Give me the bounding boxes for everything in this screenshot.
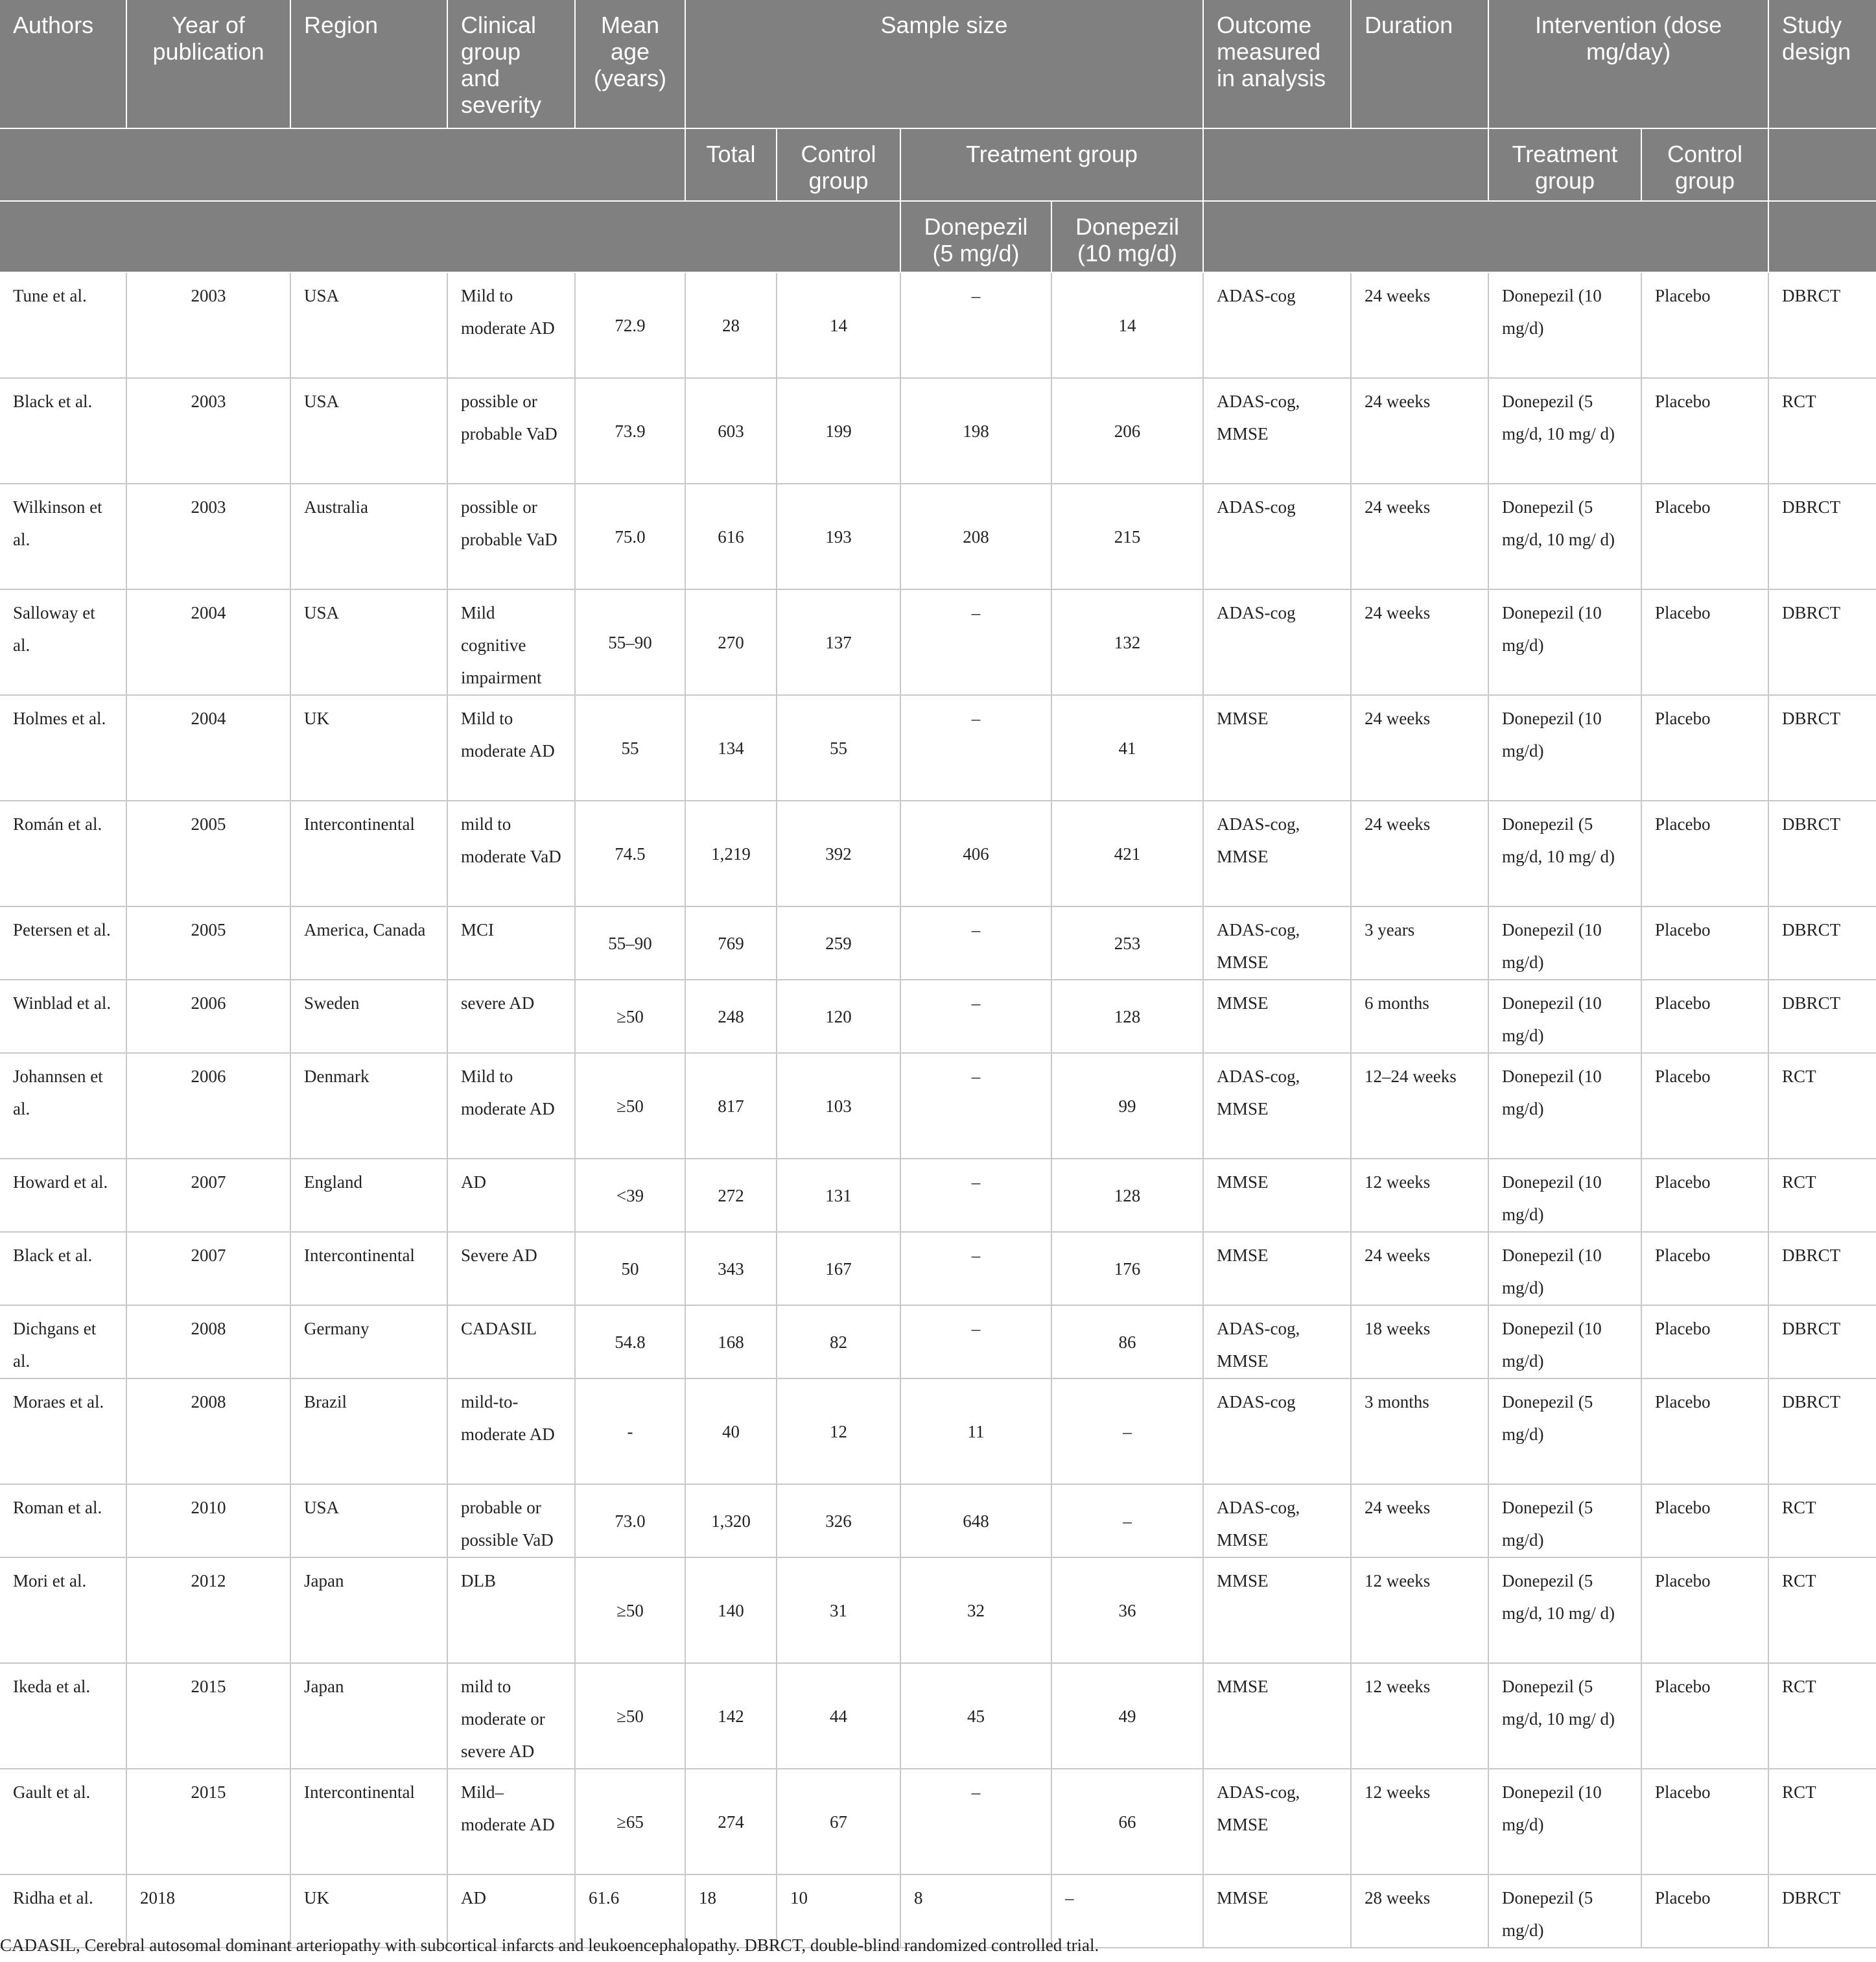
cell-region: USA bbox=[290, 378, 447, 484]
cell-donepezil-5: 406 bbox=[900, 801, 1051, 906]
cell-donepezil-10: 49 bbox=[1051, 1663, 1203, 1769]
cell-outcome: ADAS-cog, MMSE bbox=[1203, 801, 1351, 906]
cell-outcome: ADAS-cog, MMSE bbox=[1203, 906, 1351, 980]
cell-region: Japan bbox=[290, 1557, 447, 1663]
cell-study-design: RCT bbox=[1768, 1663, 1876, 1769]
cell-outcome: ADAS-cog, MMSE bbox=[1203, 1484, 1351, 1557]
cell-region: Brazil bbox=[290, 1378, 447, 1484]
cell-donepezil-5: – bbox=[900, 1053, 1051, 1159]
cell-year: 2006 bbox=[126, 980, 290, 1053]
cell-clinical-group: AD bbox=[447, 1874, 575, 1948]
cell-intervention-control: Placebo bbox=[1641, 1232, 1768, 1305]
header-treatment-group: Treatment group bbox=[900, 128, 1203, 201]
cell-donepezil-5: 45 bbox=[900, 1663, 1051, 1769]
cell-intervention-treatment: Donepezil (10 mg/d) bbox=[1488, 906, 1641, 980]
table-row bbox=[0, 378, 1876, 484]
cell-clinical-group: CADASIL bbox=[447, 1305, 575, 1378]
cell-control: 103 bbox=[777, 1053, 900, 1159]
cell-study-design: DBRCT bbox=[1768, 1874, 1876, 1948]
cell-intervention-control: Placebo bbox=[1641, 1557, 1768, 1663]
cell-authors: Holmes et al. bbox=[0, 695, 126, 801]
cell-intervention-treatment: Donepezil (10 mg/d) bbox=[1488, 1305, 1641, 1378]
cell-duration: 12–24 weeks bbox=[1351, 1053, 1488, 1159]
cell-donepezil-5: – bbox=[900, 1232, 1051, 1305]
cell-intervention-treatment: Donepezil (5 mg/d, 10 mg/ d) bbox=[1488, 801, 1641, 906]
cell-year: 2003 bbox=[126, 272, 290, 378]
table-row bbox=[0, 484, 1876, 589]
table-row bbox=[0, 1053, 1876, 1159]
cell-duration: 6 months bbox=[1351, 980, 1488, 1053]
cell-outcome: ADAS-cog, MMSE bbox=[1203, 378, 1351, 484]
cell-intervention-control: Placebo bbox=[1641, 1159, 1768, 1232]
cell-donepezil-5: – bbox=[900, 906, 1051, 980]
cell-mean-age: 61.6 bbox=[575, 1874, 685, 1948]
cell-clinical-group: Severe AD bbox=[447, 1232, 575, 1305]
cell-donepezil-10: – bbox=[1051, 1874, 1203, 1948]
cell-donepezil-10: 128 bbox=[1051, 980, 1203, 1053]
cell-year: 2008 bbox=[126, 1378, 290, 1484]
header-row-1 bbox=[0, 0, 1876, 128]
cell-duration: 12 weeks bbox=[1351, 1159, 1488, 1232]
cell-duration: 24 weeks bbox=[1351, 378, 1488, 484]
header-row-2 bbox=[0, 128, 1876, 201]
cell-donepezil-5: 8 bbox=[900, 1874, 1051, 1948]
cell-study-design: DBRCT bbox=[1768, 1378, 1876, 1484]
cell-mean-age: 75.0 bbox=[575, 484, 685, 589]
header-sample-size: Sample size bbox=[685, 0, 1203, 128]
header-spacer bbox=[1768, 201, 1876, 272]
header-donepezil-5: Donepezil (5 mg/d) bbox=[900, 201, 1051, 272]
table-row bbox=[0, 906, 1876, 980]
cell-total: 616 bbox=[685, 484, 777, 589]
cell-study-design: DBRCT bbox=[1768, 589, 1876, 695]
cell-authors: Dichgans et al. bbox=[0, 1305, 126, 1378]
table-footnote: CADASIL, Cerebral autosomal dominant arteriopathy with subcortical infarcts and leukoencephalopathy. DBRCT, double-blind randomized controlled trial. bbox=[0, 1935, 1099, 1955]
cell-authors: Román et al. bbox=[0, 801, 126, 906]
header-duration: Duration bbox=[1351, 0, 1488, 128]
header-outcome: Outcome measured in analysis bbox=[1203, 0, 1351, 128]
cell-control: 10 bbox=[777, 1874, 900, 1948]
cell-intervention-control: Placebo bbox=[1641, 1484, 1768, 1557]
header-spacer bbox=[1203, 201, 1768, 272]
cell-intervention-control: Placebo bbox=[1641, 589, 1768, 695]
table-row bbox=[0, 980, 1876, 1053]
cell-study-design: DBRCT bbox=[1768, 906, 1876, 980]
cell-clinical-group: probable or possible VaD bbox=[447, 1484, 575, 1557]
cell-year: 2008 bbox=[126, 1305, 290, 1378]
cell-total: 274 bbox=[685, 1769, 777, 1874]
cell-region: USA bbox=[290, 272, 447, 378]
cell-total: 28 bbox=[685, 272, 777, 378]
table-row bbox=[0, 589, 1876, 695]
cell-intervention-treatment: Donepezil (5 mg/d, 10 mg/ d) bbox=[1488, 484, 1641, 589]
cell-total: 1,320 bbox=[685, 1484, 777, 1557]
cell-clinical-group: Mild–moderate AD bbox=[447, 1769, 575, 1874]
header-spacer bbox=[0, 128, 685, 201]
cell-intervention-control: Placebo bbox=[1641, 801, 1768, 906]
table-row bbox=[0, 1484, 1876, 1557]
cell-duration: 12 weeks bbox=[1351, 1663, 1488, 1769]
cell-mean-age: 54.8 bbox=[575, 1305, 685, 1378]
header-clinical-group: Clinical group and severity bbox=[447, 0, 575, 128]
header-row-3 bbox=[0, 201, 1876, 272]
cell-duration: 24 weeks bbox=[1351, 1484, 1488, 1557]
cell-year: 2007 bbox=[126, 1232, 290, 1305]
cell-duration: 3 years bbox=[1351, 906, 1488, 980]
cell-total: 142 bbox=[685, 1663, 777, 1769]
cell-region: America, Canada bbox=[290, 906, 447, 980]
cell-total: 817 bbox=[685, 1053, 777, 1159]
cell-year: 2015 bbox=[126, 1769, 290, 1874]
cell-outcome: MMSE bbox=[1203, 1663, 1351, 1769]
cell-authors: Gault et al. bbox=[0, 1769, 126, 1874]
cell-control: 199 bbox=[777, 378, 900, 484]
header-intervention-control: Control group bbox=[1641, 128, 1768, 201]
cell-duration: 24 weeks bbox=[1351, 272, 1488, 378]
cell-clinical-group: mild-to-moderate AD bbox=[447, 1378, 575, 1484]
cell-total: 343 bbox=[685, 1232, 777, 1305]
cell-control: 67 bbox=[777, 1769, 900, 1874]
cell-outcome: MMSE bbox=[1203, 1232, 1351, 1305]
table-row bbox=[0, 1378, 1876, 1484]
cell-clinical-group: DLB bbox=[447, 1557, 575, 1663]
cell-year: 2006 bbox=[126, 1053, 290, 1159]
cell-region: Japan bbox=[290, 1663, 447, 1769]
cell-study-design: DBRCT bbox=[1768, 1305, 1876, 1378]
cell-region: Sweden bbox=[290, 980, 447, 1053]
cell-region: UK bbox=[290, 1874, 447, 1948]
table-row bbox=[0, 272, 1876, 378]
cell-region: England bbox=[290, 1159, 447, 1232]
cell-total: 168 bbox=[685, 1305, 777, 1378]
cell-outcome: ADAS-cog bbox=[1203, 272, 1351, 378]
cell-intervention-control: Placebo bbox=[1641, 1663, 1768, 1769]
cell-year: 2005 bbox=[126, 801, 290, 906]
header-total: Total bbox=[685, 128, 777, 201]
cell-study-design: DBRCT bbox=[1768, 1232, 1876, 1305]
cell-mean-age: ≥50 bbox=[575, 980, 685, 1053]
cell-control: 82 bbox=[777, 1305, 900, 1378]
cell-intervention-control: Placebo bbox=[1641, 1769, 1768, 1874]
cell-control: 44 bbox=[777, 1663, 900, 1769]
cell-donepezil-5: 32 bbox=[900, 1557, 1051, 1663]
cell-intervention-control: Placebo bbox=[1641, 695, 1768, 801]
cell-duration: 12 weeks bbox=[1351, 1557, 1488, 1663]
cell-duration: 12 weeks bbox=[1351, 1769, 1488, 1874]
cell-intervention-control: Placebo bbox=[1641, 1053, 1768, 1159]
cell-intervention-treatment: Donepezil (10 mg/d) bbox=[1488, 1053, 1641, 1159]
cell-mean-age: 55–90 bbox=[575, 589, 685, 695]
cell-donepezil-5: – bbox=[900, 1159, 1051, 1232]
cell-outcome: MMSE bbox=[1203, 1557, 1351, 1663]
cell-donepezil-10: 176 bbox=[1051, 1232, 1203, 1305]
cell-control: 326 bbox=[777, 1484, 900, 1557]
cell-donepezil-10: 253 bbox=[1051, 906, 1203, 980]
cell-donepezil-5: 11 bbox=[900, 1378, 1051, 1484]
cell-control: 14 bbox=[777, 272, 900, 378]
cell-year: 2007 bbox=[126, 1159, 290, 1232]
header-donepezil-10: Donepezil (10 mg/d) bbox=[1051, 201, 1203, 272]
table-row bbox=[0, 1557, 1876, 1663]
cell-duration: 24 weeks bbox=[1351, 484, 1488, 589]
cell-control: 31 bbox=[777, 1557, 900, 1663]
cell-donepezil-10: 41 bbox=[1051, 695, 1203, 801]
cell-region: Intercontinental bbox=[290, 1769, 447, 1874]
cell-year: 2005 bbox=[126, 906, 290, 980]
cell-intervention-control: Placebo bbox=[1641, 906, 1768, 980]
cell-donepezil-10: 66 bbox=[1051, 1769, 1203, 1874]
cell-authors: Ikeda et al. bbox=[0, 1663, 126, 1769]
cell-intervention-control: Placebo bbox=[1641, 1378, 1768, 1484]
cell-region: Intercontinental bbox=[290, 801, 447, 906]
cell-region: Intercontinental bbox=[290, 1232, 447, 1305]
cell-donepezil-10: – bbox=[1051, 1484, 1203, 1557]
cell-year: 2015 bbox=[126, 1663, 290, 1769]
cell-intervention-treatment: Donepezil (10 mg/d) bbox=[1488, 589, 1641, 695]
cell-authors: Ridha et al. bbox=[0, 1874, 126, 1948]
table-row bbox=[0, 695, 1876, 801]
cell-total: 134 bbox=[685, 695, 777, 801]
cell-intervention-control: Placebo bbox=[1641, 1305, 1768, 1378]
cell-intervention-treatment: Donepezil (10 mg/d) bbox=[1488, 272, 1641, 378]
cell-donepezil-10: 128 bbox=[1051, 1159, 1203, 1232]
cell-mean-age: 73.9 bbox=[575, 378, 685, 484]
cell-year: 2004 bbox=[126, 589, 290, 695]
cell-donepezil-10: 132 bbox=[1051, 589, 1203, 695]
cell-region: USA bbox=[290, 1484, 447, 1557]
table-header bbox=[0, 0, 1876, 272]
cell-intervention-treatment: Donepezil (10 mg/d) bbox=[1488, 1232, 1641, 1305]
cell-authors: Salloway et al. bbox=[0, 589, 126, 695]
cell-mean-age: <39 bbox=[575, 1159, 685, 1232]
cell-clinical-group: mild to moderate or severe AD bbox=[447, 1663, 575, 1769]
cell-intervention-control: Placebo bbox=[1641, 1874, 1768, 1948]
cell-study-design: RCT bbox=[1768, 1053, 1876, 1159]
cell-intervention-treatment: Donepezil (5 mg/d) bbox=[1488, 1378, 1641, 1484]
header-spacer bbox=[0, 201, 900, 272]
cell-donepezil-10: 14 bbox=[1051, 272, 1203, 378]
cell-duration: 24 weeks bbox=[1351, 801, 1488, 906]
cell-mean-age: 50 bbox=[575, 1232, 685, 1305]
cell-intervention-control: Placebo bbox=[1641, 378, 1768, 484]
cell-intervention-treatment: Donepezil (5 mg/d) bbox=[1488, 1484, 1641, 1557]
cell-total: 18 bbox=[685, 1874, 777, 1948]
cell-intervention-treatment: Donepezil (5 mg/d, 10 mg/ d) bbox=[1488, 1557, 1641, 1663]
cell-mean-age: 74.5 bbox=[575, 801, 685, 906]
cell-clinical-group: Mild to moderate AD bbox=[447, 272, 575, 378]
cell-donepezil-5: 208 bbox=[900, 484, 1051, 589]
table-row bbox=[0, 1232, 1876, 1305]
cell-outcome: MMSE bbox=[1203, 1159, 1351, 1232]
header-control-group: Control group bbox=[777, 128, 900, 201]
cell-donepezil-10: – bbox=[1051, 1378, 1203, 1484]
cell-clinical-group: MCI bbox=[447, 906, 575, 980]
header-spacer bbox=[1768, 128, 1876, 201]
cell-outcome: MMSE bbox=[1203, 980, 1351, 1053]
cell-authors: Howard et al. bbox=[0, 1159, 126, 1232]
cell-study-design: RCT bbox=[1768, 1159, 1876, 1232]
cell-mean-age: 73.0 bbox=[575, 1484, 685, 1557]
header-authors: Authors bbox=[0, 0, 126, 128]
cell-intervention-treatment: Donepezil (10 mg/d) bbox=[1488, 1769, 1641, 1874]
table-row bbox=[0, 1663, 1876, 1769]
cell-intervention-control: Placebo bbox=[1641, 272, 1768, 378]
cell-donepezil-10: 86 bbox=[1051, 1305, 1203, 1378]
cell-total: 270 bbox=[685, 589, 777, 695]
cell-donepezil-10: 421 bbox=[1051, 801, 1203, 906]
cell-clinical-group: Mild to moderate AD bbox=[447, 695, 575, 801]
cell-donepezil-5: 198 bbox=[900, 378, 1051, 484]
cell-duration: 24 weeks bbox=[1351, 695, 1488, 801]
cell-study-design: RCT bbox=[1768, 1484, 1876, 1557]
cell-outcome: ADAS-cog bbox=[1203, 1378, 1351, 1484]
cell-authors: Black et al. bbox=[0, 1232, 126, 1305]
cell-donepezil-5: – bbox=[900, 1305, 1051, 1378]
header-study-design: Study design bbox=[1768, 0, 1876, 128]
cell-study-design: DBRCT bbox=[1768, 484, 1876, 589]
cell-duration: 24 weeks bbox=[1351, 589, 1488, 695]
table-row bbox=[0, 1305, 1876, 1378]
cell-control: 193 bbox=[777, 484, 900, 589]
cell-mean-age: ≥50 bbox=[575, 1663, 685, 1769]
cell-total: 603 bbox=[685, 378, 777, 484]
cell-total: 1,219 bbox=[685, 801, 777, 906]
cell-outcome: ADAS-cog, MMSE bbox=[1203, 1769, 1351, 1874]
cell-clinical-group: possible or probable VaD bbox=[447, 378, 575, 484]
header-mean-age: Mean age (years) bbox=[575, 0, 685, 128]
cell-outcome: MMSE bbox=[1203, 1874, 1351, 1948]
cell-study-design: DBRCT bbox=[1768, 695, 1876, 801]
cell-authors: Petersen et al. bbox=[0, 906, 126, 980]
cell-donepezil-5: – bbox=[900, 272, 1051, 378]
cell-donepezil-5: – bbox=[900, 589, 1051, 695]
header-intervention-treatment: Treatment group bbox=[1488, 128, 1641, 201]
cell-mean-age: ≥50 bbox=[575, 1053, 685, 1159]
table-body bbox=[0, 272, 1876, 1948]
cell-mean-age: - bbox=[575, 1378, 685, 1484]
cell-outcome: MMSE bbox=[1203, 695, 1351, 801]
cell-year: 2004 bbox=[126, 695, 290, 801]
cell-donepezil-10: 215 bbox=[1051, 484, 1203, 589]
cell-donepezil-10: 36 bbox=[1051, 1557, 1203, 1663]
cell-donepezil-10: 99 bbox=[1051, 1053, 1203, 1159]
cell-mean-age: 72.9 bbox=[575, 272, 685, 378]
cell-intervention-treatment: Donepezil (10 mg/d) bbox=[1488, 980, 1641, 1053]
cell-year: 2003 bbox=[126, 378, 290, 484]
cell-region: Denmark bbox=[290, 1053, 447, 1159]
cell-authors: Johannsen et al. bbox=[0, 1053, 126, 1159]
cell-clinical-group: mild to moderate VaD bbox=[447, 801, 575, 906]
cell-control: 55 bbox=[777, 695, 900, 801]
cell-study-design: DBRCT bbox=[1768, 801, 1876, 906]
cell-study-design: RCT bbox=[1768, 378, 1876, 484]
cell-intervention-control: Placebo bbox=[1641, 484, 1768, 589]
cell-clinical-group: Mild to moderate AD bbox=[447, 1053, 575, 1159]
header-year: Year of publication bbox=[126, 0, 290, 128]
cell-control: 392 bbox=[777, 801, 900, 906]
cell-control: 131 bbox=[777, 1159, 900, 1232]
cell-total: 40 bbox=[685, 1378, 777, 1484]
cell-outcome: ADAS-cog bbox=[1203, 589, 1351, 695]
cell-year: 2018 bbox=[126, 1874, 290, 1948]
cell-year: 2012 bbox=[126, 1557, 290, 1663]
header-region: Region bbox=[290, 0, 447, 128]
cell-intervention-treatment: Donepezil (5 mg/d, 10 mg/ d) bbox=[1488, 1663, 1641, 1769]
cell-control: 137 bbox=[777, 589, 900, 695]
table-row bbox=[0, 1159, 1876, 1232]
cell-control: 259 bbox=[777, 906, 900, 980]
cell-intervention-treatment: Donepezil (5 mg/d, 10 mg/ d) bbox=[1488, 378, 1641, 484]
cell-duration: 18 weeks bbox=[1351, 1305, 1488, 1378]
cell-intervention-treatment: Donepezil (5 mg/d) bbox=[1488, 1874, 1641, 1948]
cell-authors: Mori et al. bbox=[0, 1557, 126, 1663]
cell-authors: Tune et al. bbox=[0, 272, 126, 378]
cell-clinical-group: AD bbox=[447, 1159, 575, 1232]
cell-year: 2010 bbox=[126, 1484, 290, 1557]
header-intervention: Intervention (dose mg/day) bbox=[1488, 0, 1768, 128]
cell-study-design: RCT bbox=[1768, 1557, 1876, 1663]
cell-year: 2003 bbox=[126, 484, 290, 589]
cell-authors: Winblad et al. bbox=[0, 980, 126, 1053]
cell-total: 272 bbox=[685, 1159, 777, 1232]
cell-study-design: RCT bbox=[1768, 1769, 1876, 1874]
cell-outcome: ADAS-cog bbox=[1203, 484, 1351, 589]
cell-intervention-control: Placebo bbox=[1641, 980, 1768, 1053]
cell-intervention-treatment: Donepezil (10 mg/d) bbox=[1488, 695, 1641, 801]
cell-control: 12 bbox=[777, 1378, 900, 1484]
cell-mean-age: 55–90 bbox=[575, 906, 685, 980]
cell-total: 769 bbox=[685, 906, 777, 980]
cell-control: 167 bbox=[777, 1232, 900, 1305]
cell-donepezil-10: 206 bbox=[1051, 378, 1203, 484]
cell-clinical-group: severe AD bbox=[447, 980, 575, 1053]
cell-clinical-group: Mild cognitive impairment bbox=[447, 589, 575, 695]
cell-study-design: DBRCT bbox=[1768, 980, 1876, 1053]
cell-authors: Roman et al. bbox=[0, 1484, 126, 1557]
cell-control: 120 bbox=[777, 980, 900, 1053]
header-spacer bbox=[1203, 128, 1488, 201]
cell-intervention-treatment: Donepezil (10 mg/d) bbox=[1488, 1159, 1641, 1232]
cell-donepezil-5: – bbox=[900, 1769, 1051, 1874]
cell-outcome: ADAS-cog, MMSE bbox=[1203, 1053, 1351, 1159]
cell-donepezil-5: – bbox=[900, 980, 1051, 1053]
cell-authors: Black et al. bbox=[0, 378, 126, 484]
cell-clinical-group: possible or probable VaD bbox=[447, 484, 575, 589]
cell-authors: Wilkinson et al. bbox=[0, 484, 126, 589]
cell-mean-age: ≥50 bbox=[575, 1557, 685, 1663]
cell-duration: 24 weeks bbox=[1351, 1232, 1488, 1305]
cell-mean-age: 55 bbox=[575, 695, 685, 801]
table-row bbox=[0, 801, 1876, 906]
cell-donepezil-5: 648 bbox=[900, 1484, 1051, 1557]
cell-region: Germany bbox=[290, 1305, 447, 1378]
cell-region: Australia bbox=[290, 484, 447, 589]
cell-donepezil-5: – bbox=[900, 695, 1051, 801]
cell-mean-age: ≥65 bbox=[575, 1769, 685, 1874]
table-row bbox=[0, 1769, 1876, 1874]
cell-authors: Moraes et al. bbox=[0, 1378, 126, 1484]
cell-duration: 3 months bbox=[1351, 1378, 1488, 1484]
cell-total: 140 bbox=[685, 1557, 777, 1663]
cell-outcome: ADAS-cog, MMSE bbox=[1203, 1305, 1351, 1378]
cell-duration: 28 weeks bbox=[1351, 1874, 1488, 1948]
cell-region: UK bbox=[290, 695, 447, 801]
cell-total: 248 bbox=[685, 980, 777, 1053]
cell-study-design: DBRCT bbox=[1768, 272, 1876, 378]
cell-region: USA bbox=[290, 589, 447, 695]
